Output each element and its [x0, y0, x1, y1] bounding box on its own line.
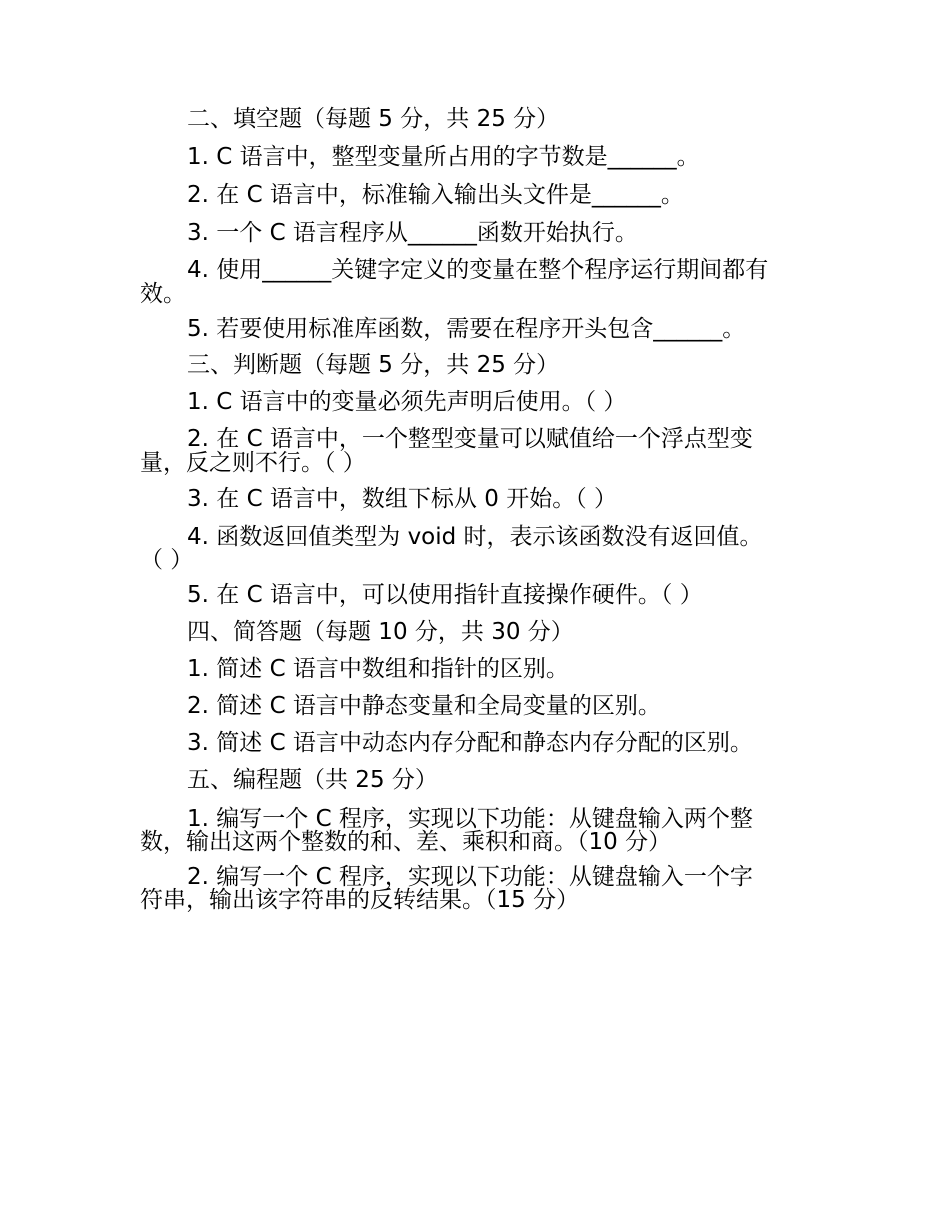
question-line: 3. 在 C 语言中，数组下标从 0 开始。（ ）	[187, 486, 618, 512]
question-line: 2. 简述 C 语言中静态变量和全局变量的区别。	[187, 693, 661, 719]
question-line: 1. 简述 C 语言中数组和指针的区别。	[187, 656, 569, 682]
question-line: 1. C 语言中，整型变量所占用的字节数是______。	[187, 144, 700, 170]
question-line-continued: 效。	[140, 281, 186, 307]
question-line-continued: 符串，输出该字符串的反转结果。（15 分）	[140, 887, 580, 913]
question-line: 5. 在 C 语言中，可以使用指针直接操作硬件。（ ）	[187, 582, 703, 608]
section-heading-programming: 五、编程题（共 25 分）	[187, 767, 438, 793]
question-line: 2. 在 C 语言中，一个整型变量可以赋值给一个浮点型变	[187, 426, 753, 452]
question-line: 3. 简述 C 语言中动态内存分配和静态内存分配的区别。	[187, 730, 753, 756]
question-line: 2. 在 C 语言中，标准输入输出头文件是______。	[187, 182, 684, 208]
section-heading-fill-in: 二、填空题（每题 5 分，共 25 分）	[187, 106, 560, 132]
question-line-continued: 量，反之则不行。（ ）	[140, 450, 366, 476]
question-line: 2. 编写一个 C 程序，实现以下功能：从键盘输入一个字	[187, 864, 753, 890]
question-line: 1. 编写一个 C 程序，实现以下功能：从键盘输入两个整	[187, 806, 753, 832]
question-line-continued: 数，输出这两个整数的和、差、乘积和商。（10 分）	[140, 829, 672, 855]
question-line: 4. 函数返回值类型为 void 时，表示该函数没有返回值。	[187, 524, 763, 550]
question-line: 4. 使用______关键字定义的变量在整个程序运行期间都有	[187, 257, 769, 283]
question-line: 5. 若要使用标准库函数，需要在程序开头包含______。	[187, 316, 746, 342]
question-line: 3. 一个 C 语言程序从______函数开始执行。	[187, 220, 638, 246]
question-line-continued: （ ）	[140, 547, 194, 573]
question-line: 1. C 语言中的变量必须先声明后使用。（ ）	[187, 389, 627, 415]
section-heading-short-answer: 四、简答题（每题 10 分，共 30 分）	[187, 619, 574, 645]
section-heading-true-false: 三、判断题（每题 5 分，共 25 分）	[187, 352, 560, 378]
